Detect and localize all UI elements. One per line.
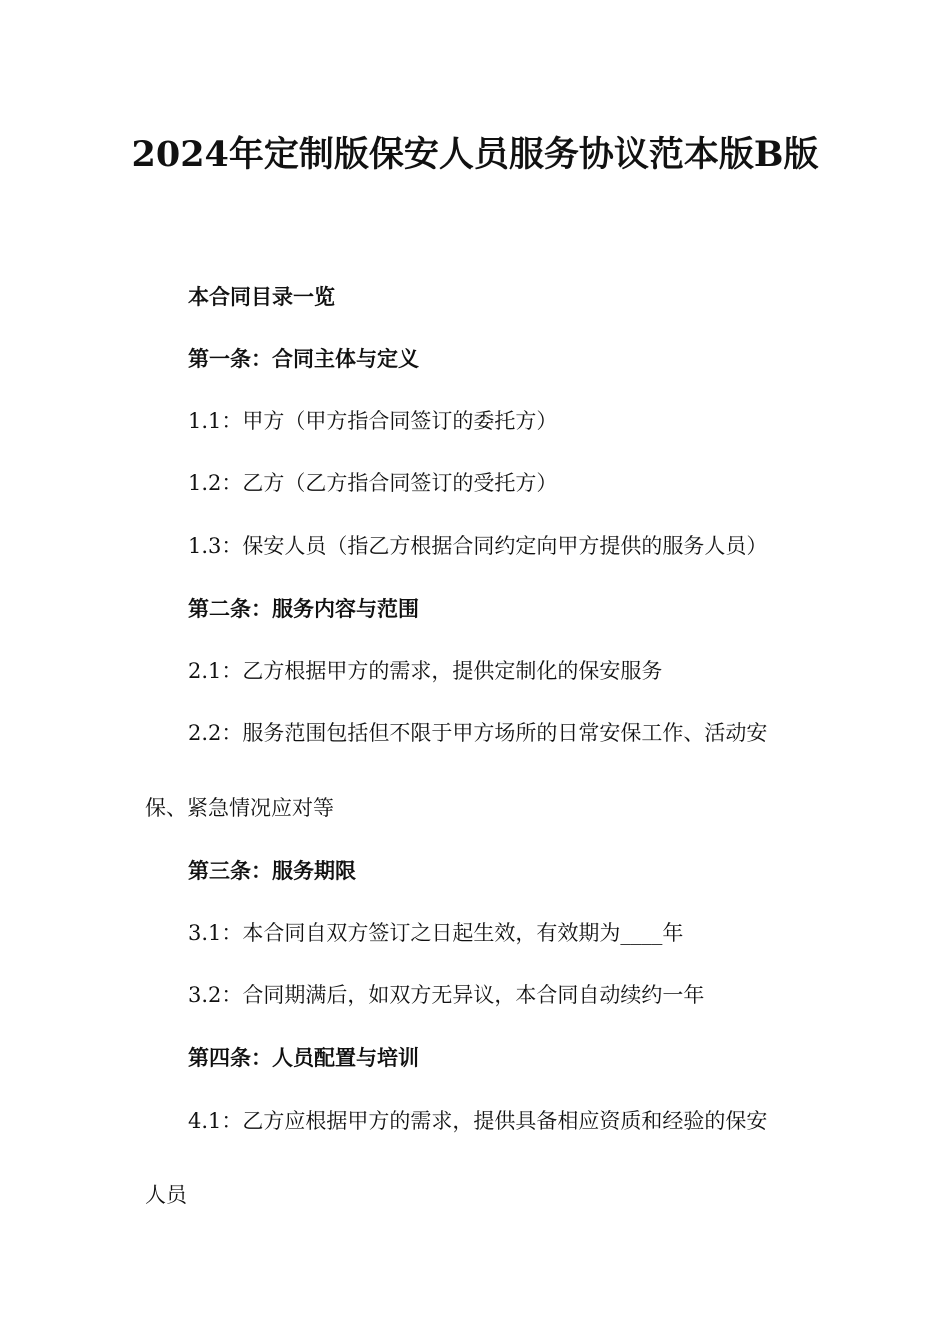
document-title: 2024年定制版保安人员服务协议范本版B版 [131, 134, 819, 175]
clause-2-2-line-2: 保、紧急情况应对等 [145, 796, 334, 820]
clause-4-1-line-2: 人员 [145, 1183, 187, 1207]
clause-3-1: 3.1：本合同自双方签订之日起生效，有效期为____年 [188, 921, 684, 945]
clause-3-2: 3.2：合同期满后，如双方无异议，本合同自动续约一年 [188, 983, 705, 1007]
article-4-heading: 第四条：人员配置与培训 [188, 1045, 419, 1070]
clause-1-1: 1.1：甲方（甲方指合同签订的委托方） [188, 409, 558, 433]
clause-1-3: 1.3：保安人员（指乙方根据合同约定向甲方提供的服务人员） [188, 534, 768, 558]
clause-4-1-line-1: 4.1：乙方应根据甲方的需求，提供具备相应资质和经验的保安 [188, 1109, 768, 1133]
toc-heading: 本合同目录一览 [188, 284, 335, 309]
clause-1-2: 1.2：乙方（乙方指合同签订的受托方） [188, 471, 558, 495]
clause-2-2-line-1: 2.2：服务范围包括但不限于甲方场所的日常安保工作、活动安 [188, 721, 768, 745]
article-1-heading: 第一条：合同主体与定义 [188, 346, 419, 371]
article-2-heading: 第二条：服务内容与范围 [188, 596, 419, 621]
article-3-heading: 第三条：服务期限 [188, 858, 356, 883]
clause-2-1: 2.1：乙方根据甲方的需求，提供定制化的保安服务 [188, 659, 663, 683]
